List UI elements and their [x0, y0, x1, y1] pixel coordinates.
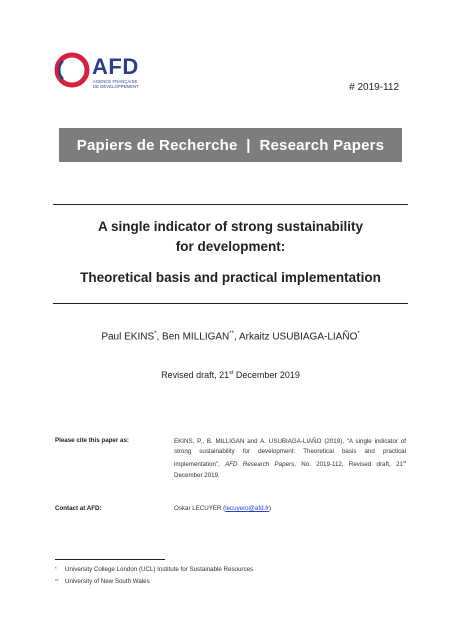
contact-email-link[interactable]: lecuyero@afd.fr	[225, 505, 270, 512]
contact-name: Oskar LECUYER	[174, 505, 222, 512]
paper-subtitle: Theoretical basis and practical implementation	[80, 270, 381, 285]
banner-separator: |	[246, 136, 251, 154]
logo-subline-1: AGENCE FRANÇAISE	[93, 79, 138, 84]
title-rule-top	[53, 204, 408, 205]
contact-label: Contact at AFD:	[55, 505, 102, 512]
logo-subline	[93, 79, 139, 89]
author-name: Ben MILLIGAN	[162, 331, 230, 343]
author-mark: *	[154, 331, 157, 337]
author-mark: *	[357, 331, 360, 337]
footnote-rule	[55, 559, 165, 560]
paper-title-line-1: A single indicator of strong sustainability	[97, 219, 364, 234]
citation-text: EKINS, P., B. MILLIGAN and A. USUBIAGA-LIAÑO (2019), “A single indicator of strong sustainability for development: Theoretical basis and practical implementation”, AFD Research Papers, No. 2019-112, Revised draft, 21st December 2019.	[174, 438, 406, 479]
paper-title-line-2: for development:	[175, 239, 286, 254]
document-number: # 2019-112	[349, 82, 399, 93]
title-rule-bottom	[53, 303, 408, 304]
series-banner	[59, 128, 402, 162]
author-mark: **	[229, 331, 234, 337]
citation-label: Please cite this paper as:	[55, 437, 129, 444]
author-list: Paul EKINS*, Ben MILLIGAN**, Arkaitz USUBIAGA-LIAÑO*	[101, 331, 360, 343]
footnote: ** University of New South Wales	[55, 578, 150, 585]
revision-date: Revised draft, 21st December 2019	[161, 370, 300, 380]
author-name: Paul EKINS	[101, 331, 155, 343]
author-name: Arkaitz USUBIAGA-LIAÑO	[238, 331, 358, 343]
afd-logo	[54, 52, 154, 96]
footnote: * University College London (UCL) Institute for Sustainable Resources	[55, 566, 254, 573]
contact-info: Oskar LECUYER (lecuyero@afd.fr)	[174, 505, 272, 512]
logo-subline-2: DE DÉVELOPPEMENT	[93, 84, 139, 89]
banner-right: Research Papers	[259, 136, 385, 154]
logo-wordmark: AFD	[92, 54, 139, 79]
afd-ring-icon	[54, 52, 90, 88]
banner-left: Papiers de Recherche	[76, 136, 238, 154]
